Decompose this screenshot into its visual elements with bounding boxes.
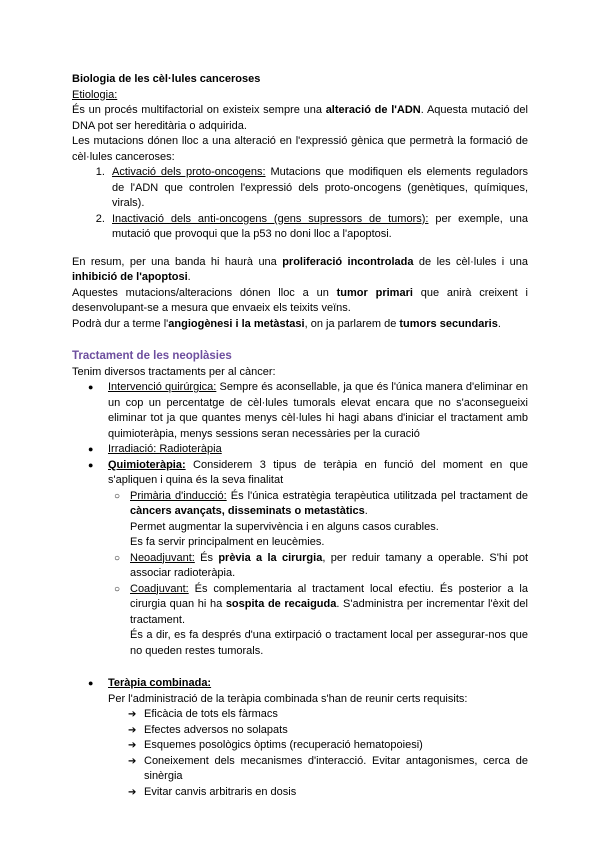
list-item-coadjuvant: ○ Coadjuvant: És complementaria al tractament local efectiu. És posterior a la cirurgia quan hi ha sospita de recaiguda. S'administra per incrementar l'èxit del tractament. És a dir, es fa després d'una extirpació o tractament local per assegurar-nos que no queden restes tumorals. — [130, 582, 528, 660]
tractament-heading: Tractament de les neoplàsies — [72, 350, 232, 362]
list-item: 2. Inactivació dels anti-oncogens (gens supressors de tumors): per exemple, una mutació que provoqui que la p53 no doni lloc a l'apoptosi. — [108, 212, 528, 243]
resum-paragraph: En resum, per una banda hi haurà una proliferació incontrolada de les cèl·lules i una inhibició de l'apoptosi. — [72, 255, 528, 283]
list-item: ➔ Efectes adversos no solapats — [144, 723, 528, 739]
etiologia-paragraph-1: És un procés multifactorial on existeix sempre una alteració de l'ADN. Aquesta mutació del DNA pot ser hereditària o adquirida. — [72, 104, 528, 132]
etiologia-heading: Etiologia: — [72, 88, 118, 101]
tumor-paragraph: Aquestes mutacions/alteracions dónen lloc a un tumor primari que anirà creixent i desenvolupant-se a mesura que envaeix els teixits veïns. — [72, 286, 528, 314]
tractament-intro: Tenim diversos tractaments per al càncer: — [72, 365, 276, 378]
combinada-intro: Per l'administració de la teràpia combinada s'han de reunir certs requisits: — [108, 692, 468, 705]
list-item-combinada: ● Teràpia combinada: — [108, 676, 528, 692]
quimio-types-list — [108, 489, 528, 660]
list-item-intervencio: ● Intervenció quirúrgica: Sempre és aconsellable, ja que és l'única manera d'eliminar en un cop un percentatge de cèl·lules tumorals elevat encara que no s'aconsegueixi eliminar tot ja que quantes menys cèl·lules hi hagi abans d'iniciar el tractament amb quimioteràpia, menys sessions seran necessàries per la curació — [108, 380, 528, 442]
list-item: ➔ Eficàcia de tots els fàrmacs — [144, 707, 528, 723]
list-item-quimioterapia: ● Quimioteràpia: Considerem 3 tipus de teràpia en funció del moment en que s'apliquen i quina és la seva finalitat ○ Primària d'inducció: És l'única estratègia terapèutica utilitzada pel tractament de càncers avançats, disseminats o metastàtics. Permet augmentar la supervivència i en alguns casos curables. Es fa servir principalment en leucèmies. ○ Neoadjuvant: És prèvia a la cirurgia, per reduir tamany a operable. S'hi pot associar radioteràpia. ○ Coadjuvant: És complementaria al tractament local efectiu. És posterior a la cirurgia quan hi ha sospita de recaiguda. S'administra per incrementar l'èxit del tractament. És a dir, es fa després d'una extirpació o tractament local per assegurar-nos que no queden restes tumorals. — [108, 458, 528, 660]
list-item-irradiacio: ● Irradiació: Radioteràpia — [108, 442, 528, 458]
list-item-primaria: ○ Primària d'inducció: És l'única estratègia terapèutica utilitzada pel tractament de càncers avançats, disseminats o metastàtics. Permet augmentar la supervivència i en alguns casos curables. Es fa servir principalment en leucèmies. — [130, 489, 528, 551]
list-item: ➔ Evitar canvis arbitraris en dosis — [144, 785, 528, 801]
list-item: 1. Activació dels proto-oncogens: Mutacions que modifiquen els elements reguladors de l'ADN que controlen l'expressió dels proto-oncogens (genètiques, químiques, virals). — [108, 165, 528, 212]
mutations-list — [72, 165, 528, 243]
document-title: Biologia de les cèl·lules canceroses — [72, 73, 261, 85]
etiologia-paragraph-2: Les mutacions dónen lloc a una alteració en l'expressió gènica que permetrà la formació de cèl·lules canceroses: — [72, 135, 528, 163]
list-item: ➔ Esquemes posològics òptims (recuperació hematopoiesi) — [144, 738, 528, 754]
combinada-list — [72, 676, 528, 692]
list-item-neoadjuvant: ○ Neoadjuvant: És prèvia a la cirurgia, per reduir tamany a operable. S'hi pot associar radioteràpia. — [130, 551, 528, 582]
treatments-list — [72, 380, 528, 659]
document-page — [72, 72, 528, 800]
list-item: ➔ Coneixement dels mecanismes d'interacció. Evitar antagonismes, cerca de sinèrgia — [144, 754, 528, 785]
requisits-list — [72, 707, 528, 800]
metastasi-paragraph: Podrà dur a terme l'angiogènesi i la metàstasi, on ja parlarem de tumors secundaris. — [72, 317, 501, 330]
